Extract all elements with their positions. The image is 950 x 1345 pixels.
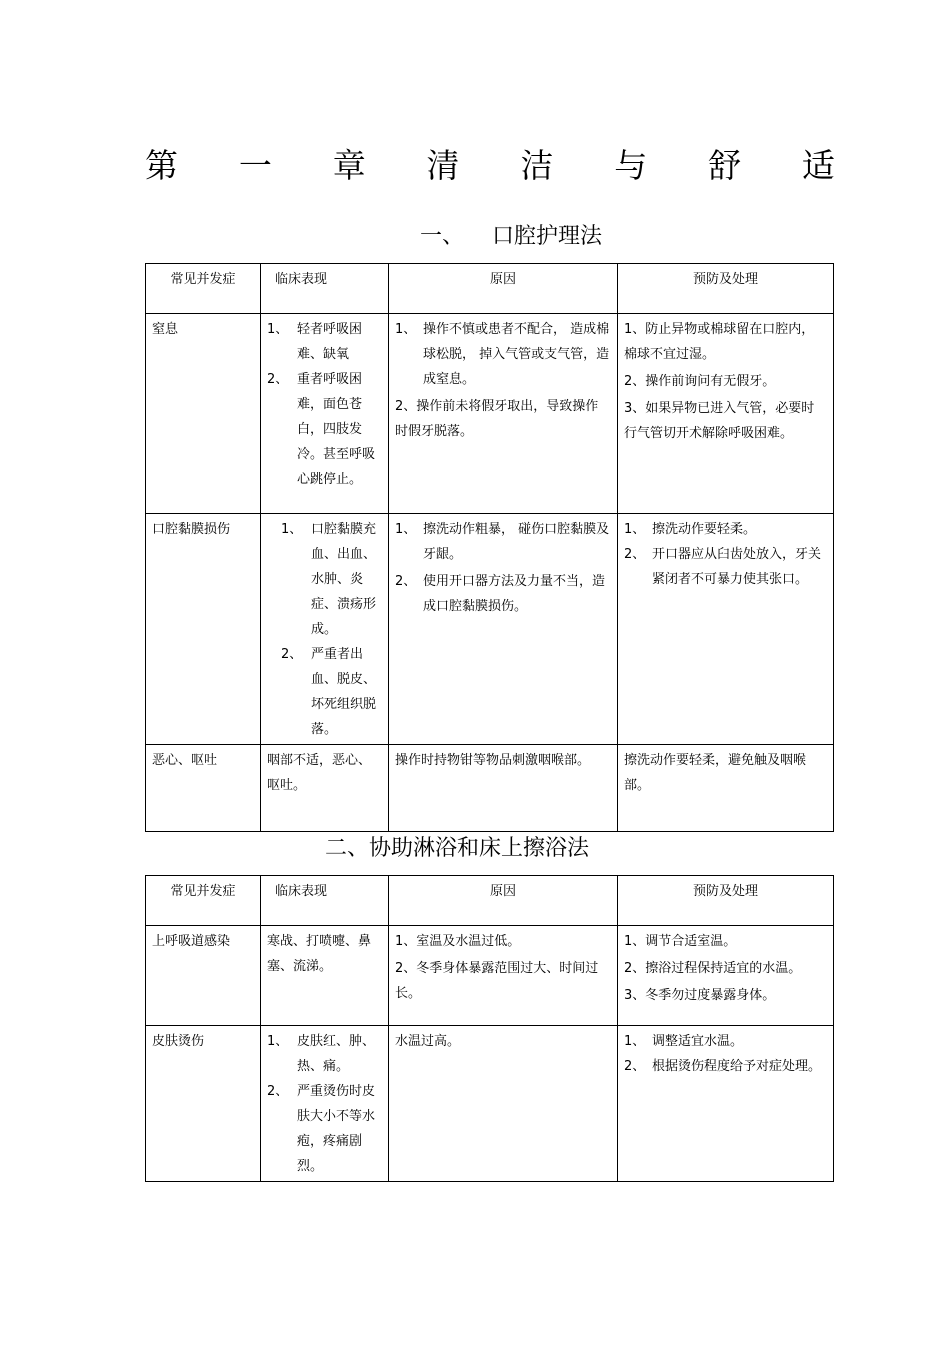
item-number: 2、 [395, 574, 417, 589]
item-number: 2、 [624, 1059, 646, 1074]
list-item: 3、如果异物已进入气管，必要时行气管切开术解除呼吸困难。 [624, 401, 815, 441]
list-item [267, 1079, 382, 1179]
item-text: 严重烫伤时皮肤大小不等水疱，疼痛剧烈。 [297, 1084, 376, 1174]
complication-cell: 恶心、呕吐 [146, 745, 261, 832]
list-item: 3、冬季勿过度暴露身体。 [624, 988, 776, 1003]
section-title-oral-care: 一、 口腔护理法 [420, 224, 602, 249]
table-row [146, 514, 834, 745]
item-text: 调整适宜水温。 [652, 1034, 744, 1049]
list-item [267, 517, 382, 642]
list-item: 2、冬季身体暴露范围过大、时间过长。 [395, 961, 599, 1001]
item-number: 1、 [281, 522, 303, 537]
item-text: 严重者出血、脱皮、坏死组织脱落。 [311, 647, 377, 737]
list-item [267, 1029, 382, 1079]
list-item [624, 542, 827, 592]
header-symptoms: 临床表现 [261, 876, 389, 926]
item-text: 口腔黏膜充血、出血、水肿、炎症、溃疡形成。 [311, 522, 377, 637]
chapter-title-char: 舒 [708, 146, 742, 185]
item-number: 2、 [624, 547, 646, 562]
list-item [624, 1029, 827, 1054]
table-row [146, 1026, 834, 1182]
chapter-title-char: 章 [332, 146, 366, 185]
item-number: 1、 [267, 1034, 289, 1049]
table-header-row [146, 876, 834, 926]
list-item [267, 642, 382, 742]
symptoms-cell [261, 314, 389, 514]
chapter-title-char: 与 [614, 146, 648, 185]
symptoms-cell: 寒战、打喷嚏、鼻塞、流涕。 [261, 926, 389, 1026]
complication-cell: 口腔黏膜损伤 [146, 514, 261, 745]
item-text: 使用开口器方法及力量不当，造成口腔黏膜损伤。 [423, 574, 606, 614]
item-number: 1、 [395, 322, 417, 337]
list-item [624, 517, 827, 542]
bathing-table [145, 875, 834, 1182]
causes-cell [389, 514, 618, 745]
list-item [395, 317, 611, 392]
item-number: 1、 [395, 522, 417, 537]
header-symptoms: 临床表现 [261, 264, 389, 314]
causes-cell: 水温过高。 [389, 1026, 618, 1182]
complication-cell: 皮肤烫伤 [146, 1026, 261, 1182]
table-header-row [146, 264, 834, 314]
chapter-title-char: 一 [238, 146, 272, 185]
item-number: 1、 [267, 322, 289, 337]
header-prevention: 预防及处理 [618, 876, 834, 926]
item-number: 1、 [624, 522, 646, 537]
item-text: 开口器应从臼齿处放入，牙关紧闭者不可暴力使其张口。 [652, 547, 822, 587]
item-text: 擦洗动作要轻柔。 [652, 522, 757, 537]
item-text: 根据烫伤程度给予对症处理。 [652, 1059, 822, 1074]
symptoms-cell [261, 1026, 389, 1182]
list-item: 1、防止异物或棉球留在口腔内，棉球不宜过湿。 [624, 322, 815, 362]
table-row [146, 314, 834, 514]
list-item [624, 1054, 827, 1079]
item-text: 擦洗动作粗暴， 碰伤口腔黏膜及牙龈。 [423, 522, 610, 562]
list-item: 1、调节合适室温。 [624, 934, 737, 949]
complication-cell: 窒息 [146, 314, 261, 514]
item-number: 2、 [281, 647, 303, 662]
chapter-title-char: 适 [801, 146, 835, 185]
chapter-title-char: 洁 [520, 146, 554, 185]
symptoms-cell: 咽部不适，恶心、呕吐。 [261, 745, 389, 832]
chapter-title [145, 142, 835, 190]
prevention-cell [618, 314, 834, 514]
complication-cell: 上呼吸道感染 [146, 926, 261, 1026]
chapter-title-char: 第 [145, 146, 178, 185]
prevention-cell [618, 1026, 834, 1182]
list-item: 2、擦浴过程保持适宜的水温。 [624, 961, 802, 976]
item-number: 1、 [624, 1034, 646, 1049]
item-number: 2、 [267, 372, 289, 387]
list-item [267, 367, 382, 492]
list-item [267, 317, 382, 367]
causes-cell: 操作时持物钳等物品刺激咽喉部。 [389, 745, 618, 832]
table-row [146, 926, 834, 1026]
item-number: 2、 [267, 1084, 289, 1099]
list-item: 1、室温及水温过低。 [395, 934, 521, 949]
symptoms-cell [261, 514, 389, 745]
prevention-cell: 擦洗动作要轻柔，避免触及咽喉部。 [618, 745, 834, 832]
list-item [395, 517, 611, 567]
header-causes: 原因 [389, 876, 618, 926]
header-prevention: 预防及处理 [618, 264, 834, 314]
list-item: 2、操作前询问有无假牙。 [624, 374, 776, 389]
item-text: 轻者呼吸困难、缺氧 [297, 322, 363, 362]
section-title-bathing: 二、协助淋浴和床上擦浴法 [325, 836, 590, 861]
causes-cell [389, 926, 618, 1026]
list-item: 2、操作前未将假牙取出，导致操作时假牙脱落。 [395, 399, 599, 439]
oral-care-table [145, 263, 834, 832]
chapter-title-char: 清 [426, 146, 460, 185]
item-text: 操作不慎或患者不配合， 造成棉球松脱， 掉入气管或支气管，造成窒息。 [423, 322, 610, 387]
table-row [146, 745, 834, 832]
prevention-cell [618, 514, 834, 745]
item-text: 重者呼吸困难，面色苍白，四肢发冷。甚至呼吸心跳停止。 [297, 372, 376, 487]
list-item [395, 569, 611, 619]
prevention-cell [618, 926, 834, 1026]
header-causes: 原因 [389, 264, 618, 314]
causes-cell [389, 314, 618, 514]
item-text: 皮肤红、肿、热、痛。 [297, 1034, 376, 1074]
header-complication: 常见并发症 [146, 876, 261, 926]
header-complication: 常见并发症 [146, 264, 261, 314]
